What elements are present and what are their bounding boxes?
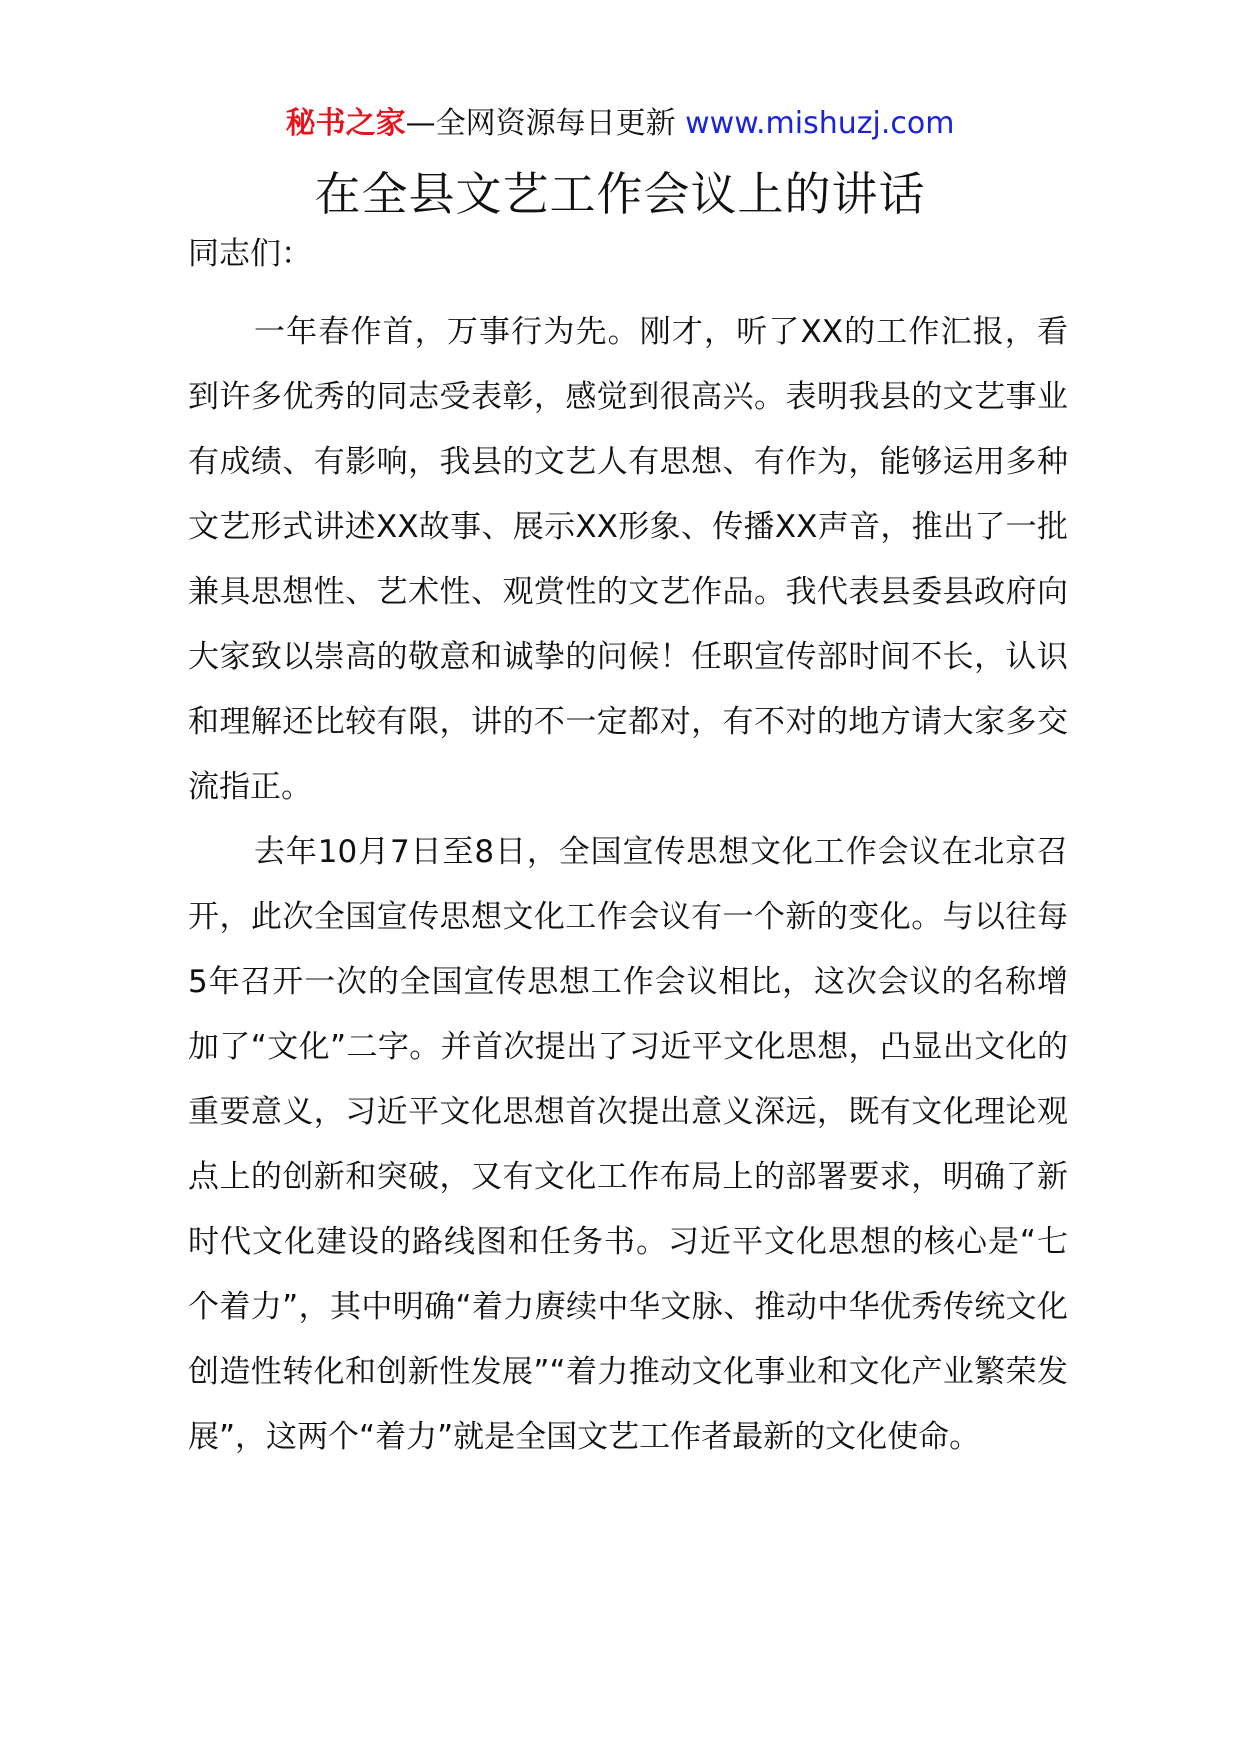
paragraph-2: 去年10月7日至8日，全国宣传思想文化工作会议在北京召开，此次全国宣传思想文化工作会议有一个新的变化。与以往每5年召开一次的全国宣传思想工作会议相比，这次会议的名称增加了“文化”二字。并首次提出了习近平文化思想，凸显出文化的重要意义，习近平文化思想首次提出意义深远，既有文化理论观点上的创新和突破，又有文化工作布局上的部署要求，明确了新时代文化建设的路线图和任务书。习近平文化思想的核心是“七个着力”，其中明确“着力赓续中华文脉、推动中华优秀传统文化创造性转化和创新性发展”“着力推动文化事业和文化产业繁荣发展”，这两个“着力”就是全国文艺工作者最新的文化使命。 bbox=[188, 834, 1068, 1455]
document-body bbox=[188, 300, 1068, 1470]
site-brand: 秘书之家 bbox=[285, 106, 406, 141]
site-url-link[interactable]: www.mishuzj.com bbox=[685, 106, 955, 141]
paragraph-1: 一年春作首，万事行为先。刚才，听了XX的工作汇报，看到许多优秀的同志受表彰，感觉到很高兴。表明我县的文艺事业有成绩、有影响，我县的文艺人有思想、有作为，能够运用多种文艺形式讲述XX故事、展示XX形象、传播XX声音，推出了一批兼具思想性、艺术性、观赏性的文艺作品。我代表县委县政府向大家致以崇高的敬意和诚挚的问候！任职宣传部时间不长，认识和理解还比较有限，讲的不一定都对，有不对的地方请大家多交流指正。 bbox=[188, 314, 1068, 805]
site-header bbox=[0, 104, 1240, 144]
site-tagline: —全网资源每日更新 bbox=[405, 106, 676, 141]
salutation: 同志们： bbox=[188, 236, 312, 272]
document-title: 在全县文艺工作会议上的讲话 bbox=[314, 167, 926, 221]
